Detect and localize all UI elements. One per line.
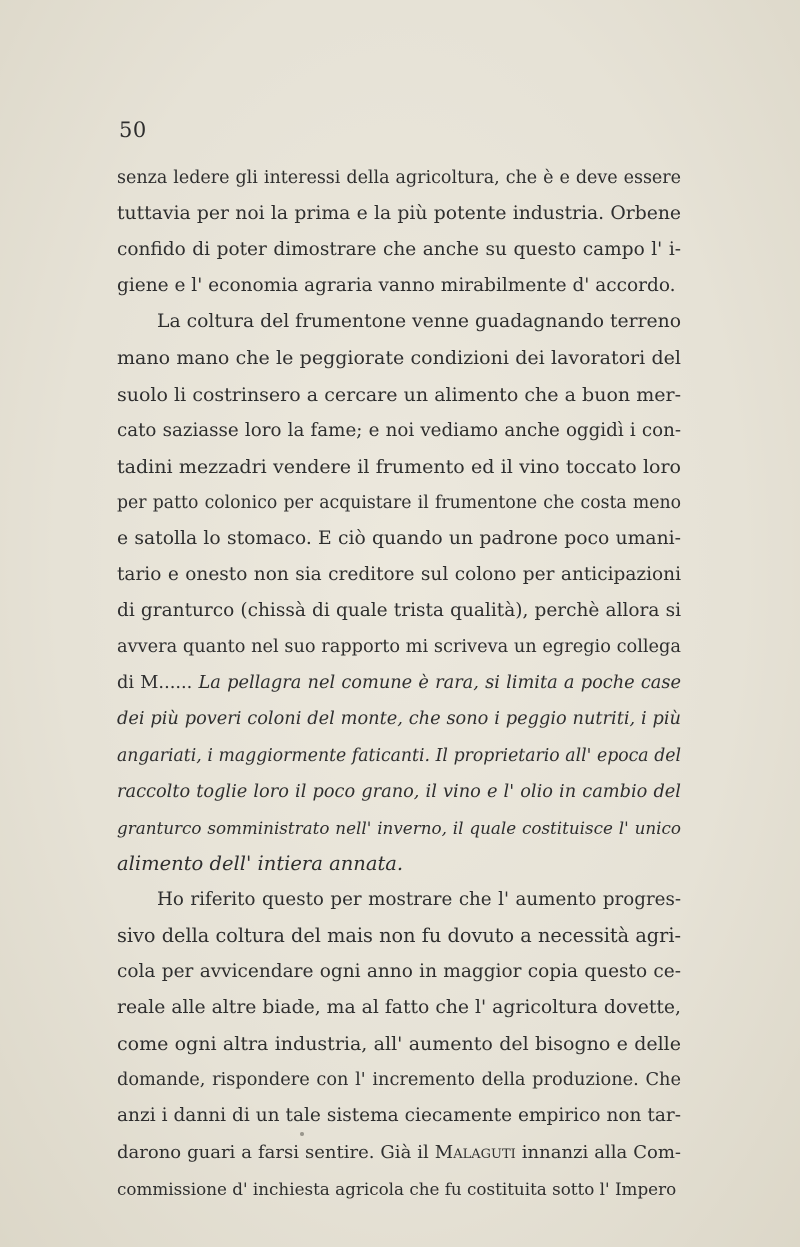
line-end: innanzi alla Com-: [515, 1141, 681, 1163]
paragraph-start-line: La coltura del frumentone venne guadagnando terreno: [157, 311, 681, 333]
quotation-line: dei più poveri coloni del monte, che sono i peggio nutriti, i più: [117, 709, 681, 730]
text-line: giene e l' economia agraria vanno mirabilmente d' accordo.: [117, 275, 676, 297]
quotation-line: granturco somministrato nell' inverno, il quale costituisce l' unico: [117, 817, 681, 838]
text-line: avvera quanto nel suo rapporto mi scriveva un egregio collega: [117, 637, 681, 658]
text-line: cato saziasse loro la fame; e noi vediamo anche oggidì i con-: [117, 419, 681, 441]
quotation-start-line: [117, 665, 681, 701]
author-name: Malaguti: [434, 1141, 516, 1163]
text-line: suolo li costrinsero a cercare un alimento che a buon mer-: [117, 383, 681, 406]
text-line: come ogni altra industria, all' aumento del bisogno e delle: [117, 1033, 681, 1056]
quote-text: La pellagra nel comune è rara, si limita a poche case: [198, 673, 681, 694]
quotation-line: raccolto toglie loro il poco grano, il vino e l' olio in cambio del: [117, 781, 681, 802]
text-line: tuttavia per noi la prima e la più potente industria. Orbene: [117, 203, 681, 225]
text-line: tadini mezzadri vendere il frumento ed il vino toccato loro: [117, 455, 681, 478]
quote-prefix: di M......: [117, 673, 199, 694]
text-line: mano mano che le peggiorate condizioni dei lavoratori del: [117, 347, 681, 370]
text-line: e satolla lo stomaco. E ciò quando un padrone poco umani-: [117, 527, 681, 549]
text-line: reale alle altre biade, ma al fatto che l' agricoltura dovette,: [117, 997, 681, 1019]
paragraph-start-line: Ho riferito questo per mostrare che l' aumento progres-: [157, 888, 681, 910]
quotation-line: alimento dell' intiera annata.: [117, 851, 404, 875]
text-line: commissione d' inchiesta agricola che fu costituita sotto l' Impero: [117, 1178, 677, 1199]
body-text: [117, 160, 681, 1207]
text-line: cola per avvicendare ogni anno in maggior copia questo ce-: [117, 961, 681, 983]
text-line: anzi i danni di un tale sistema ciecamente empirico non tar-: [117, 1105, 681, 1127]
text-line: domande, rispondere con l' incremento della produzione. Che: [117, 1070, 681, 1091]
text-line: di granturco (chissà di quale trista qualità), perchè allora si: [117, 600, 681, 622]
text-line: tario e onesto non sia creditore sul colono per anticipazioni: [117, 564, 681, 586]
text-line: per patto colonico per acquistare il frumentone che costa meno: [117, 492, 681, 513]
quotation-line: angariati, i maggiormente faticanti. Il proprietario all' epoca del: [117, 745, 681, 766]
text-line: confido di poter dimostrare che anche su questo campo l' i-: [117, 239, 681, 261]
text-line: sivo della coltura del mais non fu dovuto a necessità agri-: [117, 923, 681, 947]
text-line: [117, 1135, 681, 1171]
text-line: senza ledere gli interessi della agricoltura, che è e deve essere: [117, 168, 681, 188]
page-number: 50: [119, 118, 147, 142]
line-start: darono guari a farsi sentire. Già il: [117, 1141, 435, 1163]
paper-speck: [300, 1132, 304, 1136]
